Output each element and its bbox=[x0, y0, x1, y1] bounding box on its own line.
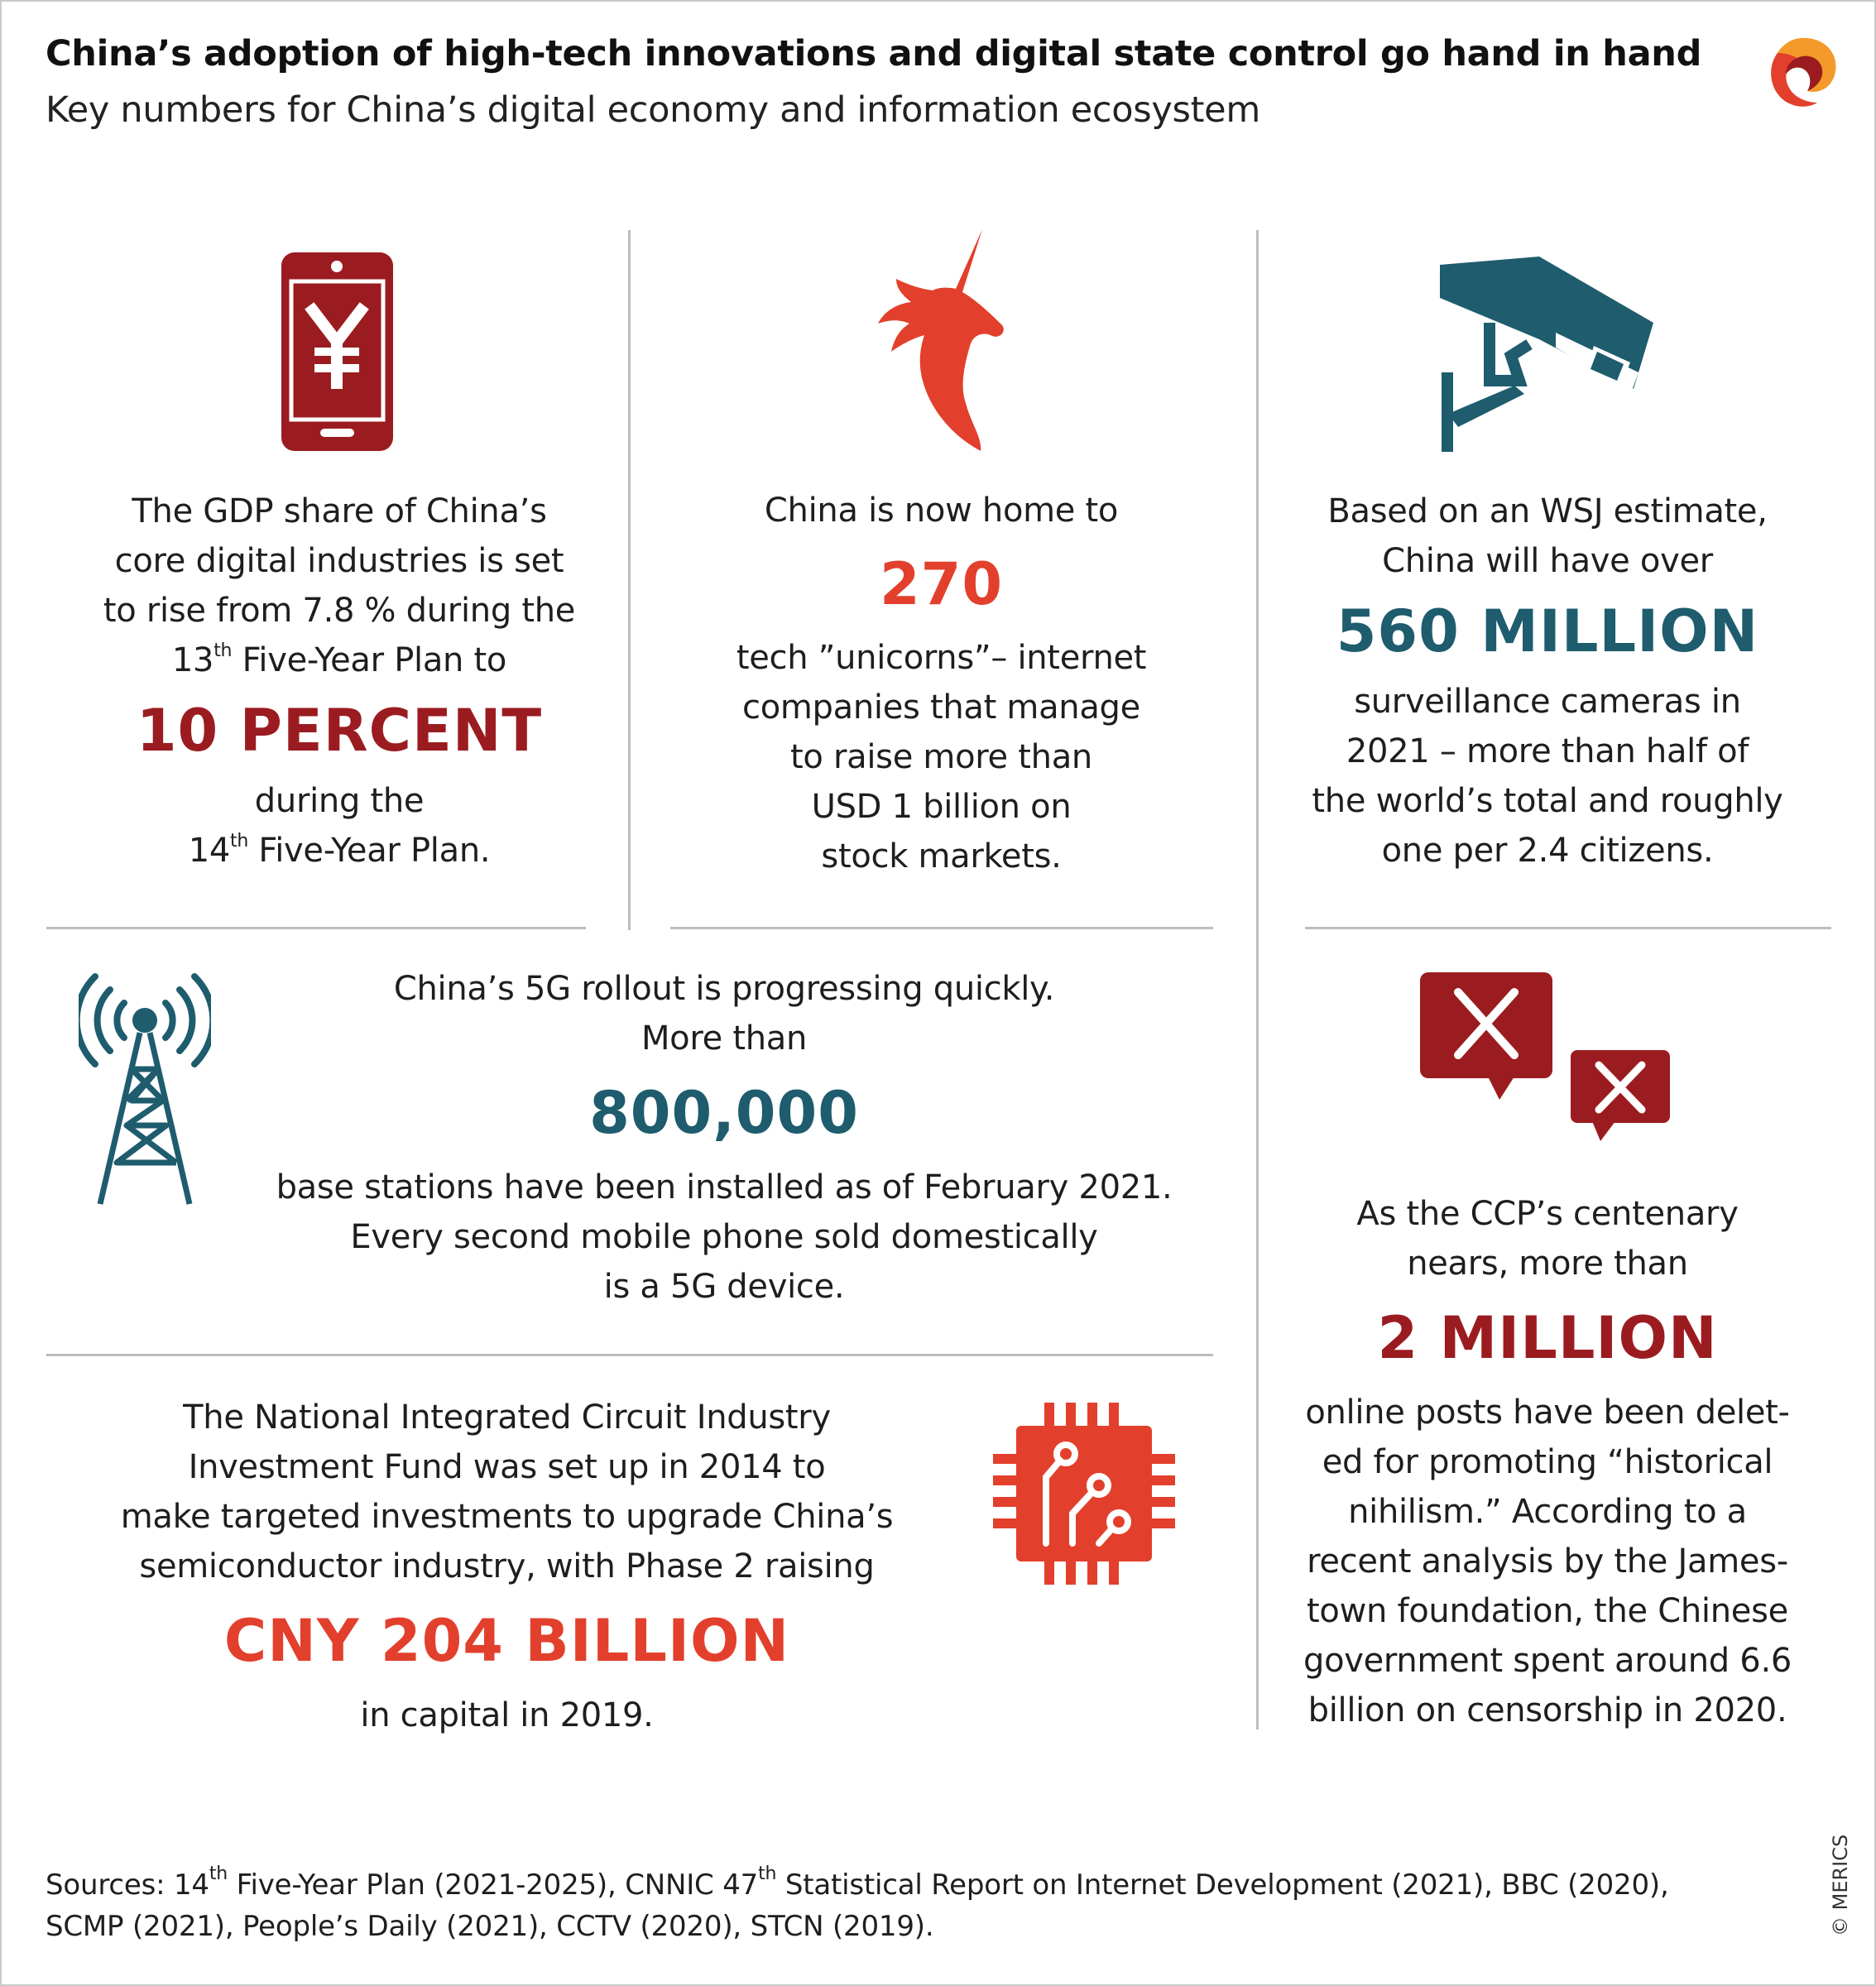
gdp-key-number: 10 PERCENT bbox=[136, 697, 543, 765]
sources-line: SCMP (2021), People’s Daily (2021), CCTV (2020), STCN (2019). bbox=[46, 1910, 934, 1943]
unicorns-block bbox=[662, 486, 1221, 881]
gdp-text-line: to rise from 7.8 % during the bbox=[103, 592, 576, 630]
ic-fund-block bbox=[79, 1393, 935, 1740]
cameras-text-line: China will have over bbox=[1382, 542, 1713, 580]
gdp-text-line bbox=[50, 636, 629, 685]
sources-suffix: th bbox=[209, 1864, 228, 1884]
fund-text-line: make targeted investments to upgrade China’s bbox=[120, 1498, 894, 1536]
censorship-key-number: 2 MILLION bbox=[1377, 1304, 1718, 1372]
fiveg-text-line: Every second mobile phone sold domestically bbox=[350, 1218, 1098, 1256]
divider-horizontal-1a bbox=[46, 927, 586, 929]
page-subtitle: Key numbers for China’s digital economy and information ecosystem bbox=[46, 89, 1260, 131]
gdp-share-block bbox=[50, 487, 629, 875]
gdp-plan-text: Five-Year Plan. bbox=[247, 832, 491, 870]
unicorns-text-line: stock markets. bbox=[821, 837, 1062, 875]
unicorns-text-line: companies that manage bbox=[742, 688, 1140, 727]
cameras-text-line: the world’s total and roughly bbox=[1312, 782, 1783, 820]
divider-horizontal-2 bbox=[46, 1354, 1213, 1356]
fiveg-block bbox=[232, 964, 1216, 1312]
gdp-plan-suffix: th bbox=[230, 831, 248, 851]
fund-text-line: semiconductor industry, with Phase 2 raising bbox=[139, 1547, 875, 1585]
unicorns-key-number: 270 bbox=[879, 550, 1004, 618]
sources-text: Five-Year Plan (2021-2025), CNNIC 47 bbox=[228, 1868, 759, 1902]
gdp-text-line: core digital industries is set bbox=[114, 542, 564, 580]
gdp-plan-suffix: th bbox=[214, 640, 233, 661]
censorship-text-line: nihilism.” According to a bbox=[1348, 1493, 1747, 1531]
fund-text-line: The National Integrated Circuit Industry bbox=[183, 1398, 831, 1437]
microchip-icon bbox=[993, 1403, 1175, 1585]
sources-text: Sources: 14 bbox=[46, 1868, 209, 1902]
sources-note bbox=[46, 1864, 1669, 1947]
unicorns-text-line: USD 1 billion on bbox=[811, 788, 1072, 826]
divider-horizontal-1b bbox=[670, 927, 1213, 929]
censorship-text-line: government spent around 6.6 bbox=[1303, 1642, 1792, 1680]
unicorns-text-line: tech ”unicorns”– internet bbox=[736, 639, 1147, 677]
fiveg-text-line: More than bbox=[641, 1019, 808, 1058]
censorship-text-line: nears, more than bbox=[1407, 1245, 1688, 1283]
cameras-text-line: Based on an WSJ estimate, bbox=[1327, 492, 1768, 530]
fund-text-line: Investment Fund was set up in 2014 to bbox=[188, 1448, 826, 1486]
divider-horizontal-1c bbox=[1305, 927, 1831, 929]
fiveg-text-line: base stations have been installed as of February 2021. bbox=[276, 1168, 1173, 1206]
page-title: China’s adoption of high-tech innovations and digital state control go hand in hand bbox=[46, 33, 1702, 74]
mobile-yuan-icon bbox=[281, 252, 393, 451]
surveillance-camera-icon bbox=[1432, 257, 1663, 455]
merics-logo-icon bbox=[1761, 33, 1840, 113]
censorship-text-line: town foundation, the Chinese bbox=[1307, 1592, 1788, 1630]
fund-text-line: in capital in 2019. bbox=[360, 1696, 654, 1734]
gdp-text-line bbox=[50, 826, 629, 875]
copyright-note: © MERICS bbox=[1829, 1834, 1852, 1936]
fiveg-text-line: China’s 5G rollout is progressing quickly. bbox=[393, 970, 1055, 1008]
sources-text: Statistical Report on Internet Development (2021), BBC (2020), bbox=[776, 1868, 1669, 1902]
gdp-text-line: during the bbox=[254, 782, 425, 820]
gdp-plan-number: 13 bbox=[171, 641, 214, 679]
sources-suffix: th bbox=[758, 1864, 777, 1884]
fund-key-number: CNY 204 BILLION bbox=[223, 1607, 790, 1675]
censorship-text-line: recent analysis by the James- bbox=[1307, 1542, 1788, 1581]
censorship-block bbox=[1258, 1189, 1837, 1735]
cameras-text-line: one per 2.4 citizens. bbox=[1381, 832, 1714, 870]
censorship-text-line: billion on censorship in 2020. bbox=[1307, 1691, 1787, 1729]
cameras-key-number: 560 MILLION bbox=[1336, 597, 1759, 665]
cameras-text-line: 2021 – more than half of bbox=[1346, 732, 1749, 770]
deleted-message-icon bbox=[1420, 972, 1672, 1150]
gdp-text-line: The GDP share of China’s bbox=[132, 492, 547, 530]
censorship-text-line: As the CCP’s centenary bbox=[1356, 1195, 1739, 1233]
unicorns-intro: China is now home to bbox=[764, 492, 1119, 530]
censorship-text-line: online posts have been delet- bbox=[1305, 1394, 1790, 1432]
fiveg-text-line: is a 5G device. bbox=[603, 1268, 845, 1306]
cameras-block bbox=[1258, 487, 1837, 875]
unicorns-text-line: to raise more than bbox=[790, 738, 1092, 776]
gdp-plan-text: Five-Year Plan to bbox=[232, 641, 507, 679]
sources-line bbox=[46, 1864, 1669, 1906]
censorship-text-line: ed for promoting “historical bbox=[1322, 1443, 1773, 1481]
antenna-tower-icon bbox=[79, 968, 211, 1208]
fiveg-key-number: 800,000 bbox=[589, 1079, 859, 1147]
gdp-plan-number: 14 bbox=[188, 832, 230, 870]
unicorn-icon bbox=[873, 228, 1014, 451]
cameras-text-line: surveillance cameras in bbox=[1354, 683, 1741, 721]
